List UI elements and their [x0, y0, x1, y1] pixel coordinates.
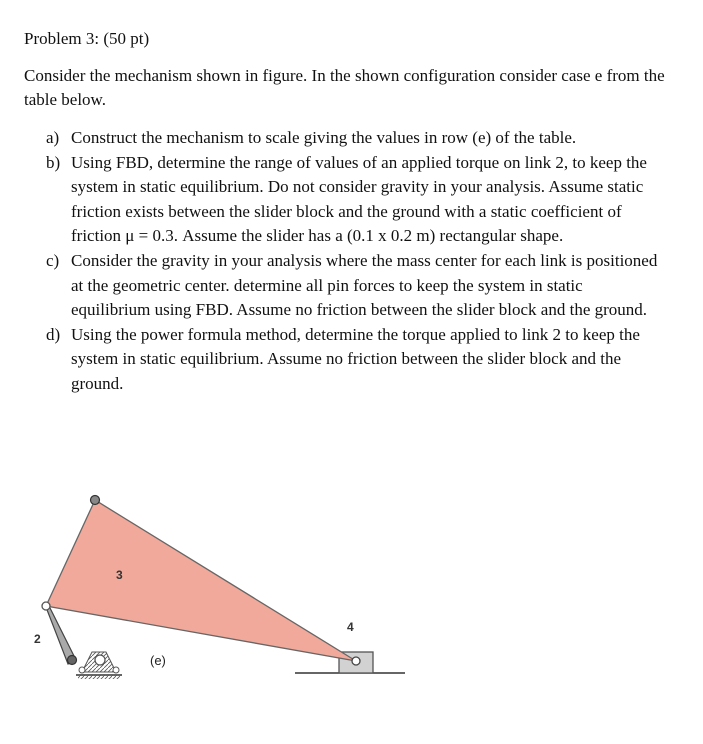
pivot-roller-icon [79, 667, 85, 673]
task-letter: c) [46, 250, 60, 270]
task-text: Using FBD, determine the range of values of an applied torque on link 2, to keep the system in static equilibrium. Do not consider gravity in your analysis. Assume static friction exists between the slider block and the ground with a static coefficient of friction μ = 0.3. Assume the slider has a (0.1 x 0.2 m) rectangular shape. [71, 152, 647, 246]
problem-title: Problem 3: (50 pt) [24, 29, 150, 48]
task-item-b [46, 151, 666, 249]
pin-slider-icon [352, 657, 360, 665]
problem-intro: Consider the mechanism shown in figure. In the shown configuration consider case e from the table below. [24, 66, 665, 109]
pin-top-icon [91, 496, 100, 505]
mechanism-diagram [20, 484, 420, 694]
link-2-crank [44, 602, 76, 664]
task-item-d [46, 323, 666, 397]
task-letter: b) [46, 152, 61, 172]
task-text: Consider the gravity in your analysis where the mass center for each link is positioned at the geometric center. determine all pin forces to keep the system in static equilibrium using FBD. Assume no friction between the slider block and the ground. [71, 250, 658, 320]
case-label: (e) [150, 653, 166, 668]
pivot-ground-hatch [78, 675, 120, 679]
task-list [46, 126, 666, 397]
task-letter: a) [46, 128, 60, 147]
pivot-roller-icon [113, 667, 119, 673]
link-4-label: 4 [347, 620, 354, 634]
task-text: Using the power formula method, determine the torque applied to link 2 to keep the system in static equilibrium. Assume no friction between the slider block and the ground. [71, 324, 640, 393]
mechanism-figure [20, 484, 420, 694]
task-item-a [46, 126, 666, 151]
link-3-label: 3 [116, 568, 123, 582]
pin-ground-ring-icon [95, 655, 105, 665]
link-2-label: 2 [34, 632, 41, 646]
pin-ground-icon [68, 656, 77, 665]
pin-crank-coupler-icon [42, 602, 50, 610]
task-item-c [46, 249, 666, 323]
task-letter: d) [46, 324, 61, 344]
link-3-triangle [46, 500, 356, 661]
task-text: Construct the mechanism to scale giving the values in row (e) of the table. [71, 128, 577, 147]
